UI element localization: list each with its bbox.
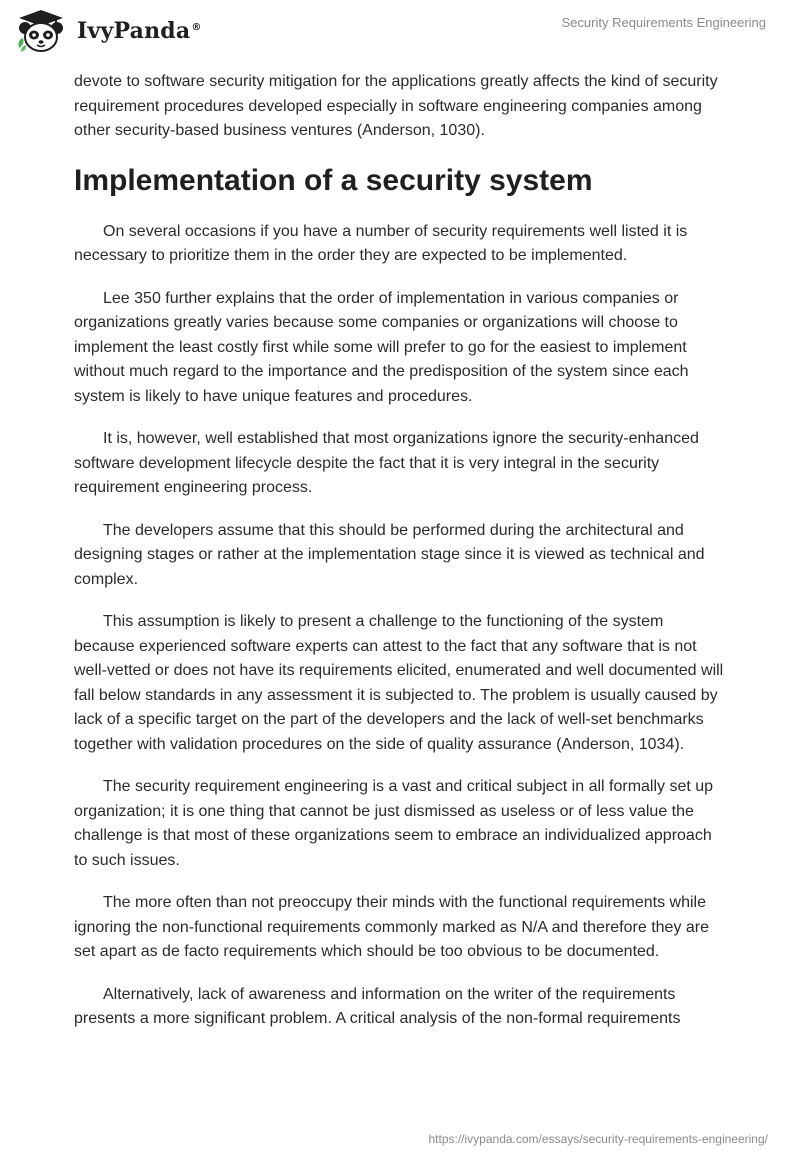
brand-name: IvyPanda® <box>77 18 202 44</box>
source-url[interactable]: https://ivypanda.com/essays/security-requirements-engineering/ <box>428 1132 768 1146</box>
body-paragraph: Alternatively, lack of awareness and information on the writer of the requirements presents a more significant problem. A critical analysis of the non-formal requirements <box>74 985 681 1027</box>
body-paragraph: On several occasions if you have a number of security requirements well listed it is necessary to prioritize them in the order they are expected to be implemented. <box>74 222 688 264</box>
page-header <box>0 0 800 60</box>
essay-body <box>74 70 726 1050</box>
intro-paragraph: devote to software security mitigation for the applications greatly affects the kind of security requirement procedures developed especially in software engineering companies among other security-based business ventures (Anderson, 1030). <box>74 73 718 139</box>
body-paragraph: Lee 350 further explains that the order of implementation in various companies or organizations greatly varies because some companies or organizations will choose to implement the least costly first while some will prefer to go for the easiest to implement without much regard to the importance and the predisposition of the system since each system is likely to have unique features and procedures. <box>74 289 689 405</box>
section-heading: Implementation of a security system <box>74 163 593 197</box>
registered-mark: ® <box>191 21 202 33</box>
body-paragraph: The developers assume that this should be performed during the architectural and designing stages or rather at the implementation stage since it is viewed as technical and complex. <box>74 521 705 588</box>
body-paragraph: The more often than not preoccupy their minds with the functional requirements while ignoring the non-functional requirements commonly marked as N/A and therefore they are set apart as de facto requirements which should be too obvious to be documented. <box>74 894 710 960</box>
ivypanda-logo[interactable] <box>15 8 202 54</box>
panda-graduate-icon <box>15 8 67 54</box>
document-title: Security Requirements Engineering <box>561 15 766 30</box>
body-paragraph: The security requirement engineering is a vast and critical subject in all formally set up organization; it is one thing that cannot be just dismissed as useless or of less value the challenge is that most of these organizations seem to embrace an individualized approach to such issues. <box>74 778 714 869</box>
body-paragraph: This assumption is likely to present a challenge to the functioning of the system because experienced software experts can attest to the fact that any software that is not well-vetted or does not have its requirements elicited, enumerated and well documented will fall below standards in any assessment it is subjected to. The problem is usually caused by lack of a specific target on the part of the developers and the lack of well-set benchmarks together with validation procedures on the side of quality assurance (Anderson, 1034). <box>74 613 724 753</box>
body-paragraph: It is, however, well established that most organizations ignore the security-enhanced software development lifecycle despite the fact that it is very integral in the security requirement engineering process. <box>74 430 699 496</box>
